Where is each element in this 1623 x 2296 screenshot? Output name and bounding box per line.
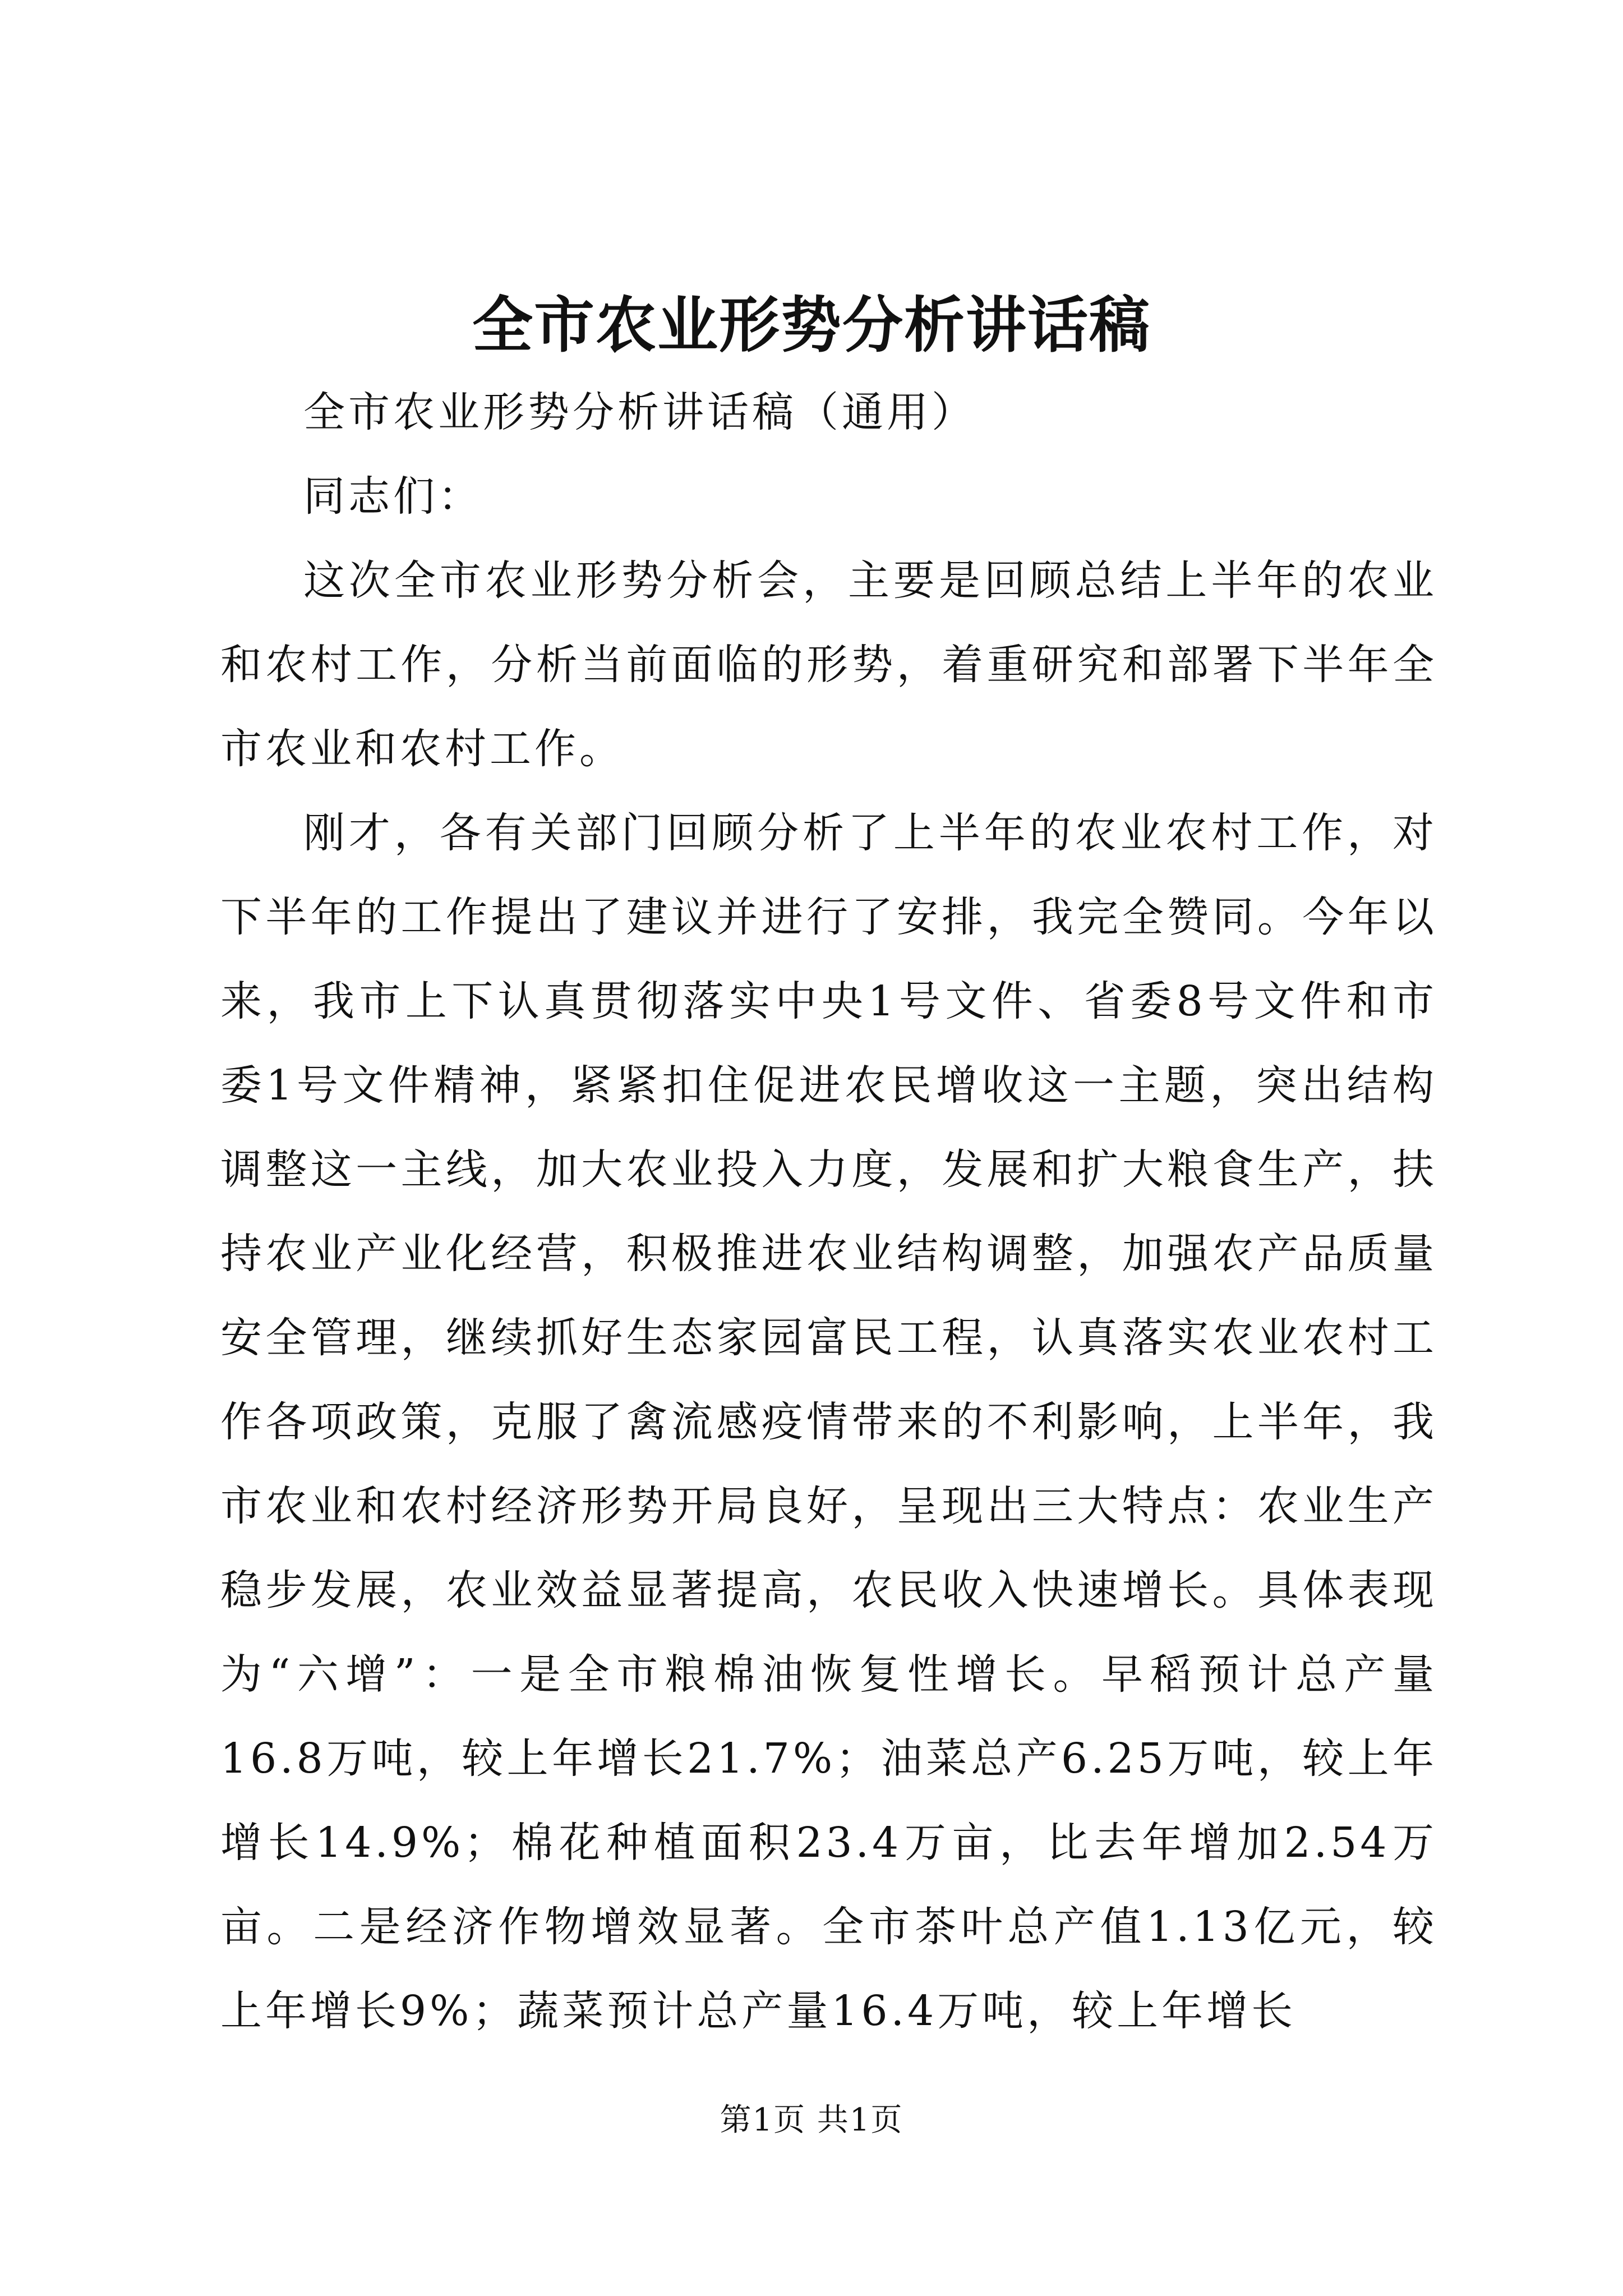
paragraph-intro: 这次全市农业形势分析会，主要是回顾总结上半年的农业和农村工作，分析当前面临的形势，着重研究和部署下半年全市农业和农村工作。	[220, 556, 1437, 773]
document-subtitle: 全市农业形势分析讲话稿（通用）	[303, 388, 976, 436]
page-number: 第1页 共1页	[720, 2102, 903, 2138]
salutation: 同志们：	[303, 472, 483, 521]
paragraph-main: 刚才，各有关部门回顾分析了上半年的农业农村工作，对下半年的工作提出了建议并进行了安排，我完全赞同。今年以来，我市上下认真贯彻落实中央1号文件、省委8号文件和市委1号文件精神，紧紧扣住促进农民增收这一主题，突出结构调整这一主线，加大农业投入力度，发展和扩大粮食生产，扶持农业产业化经营，积极推进农业结构调整，加强农产品质量安全管理，继续抓好生态家园富民工程，认真落实农业农村工作各项政策，克服了禽流感疫情带来的不利影响，上半年，我市农业和农村经济形势开局良好，呈现出三大特点：农业生产稳步发展，农业效益显著提高，农民收入快速增长。具体表现为“六增”：一是全市粮棉油恢复性增长。早稻预计总产量16.8万吨，较上年增长21.7%；油菜总产6.25万吨，较上年增长14.9%；棉花种植面积23.4万亩，比去年增加2.54万亩。二是经济作物增效显著。全市茶叶总产值1.13亿元，较上年增长9%；蔬菜预计总产量16.4万吨，较上年增长	[220, 809, 1437, 2035]
document-title: 全市农业形势分析讲话稿	[472, 290, 1151, 361]
document-body	[220, 370, 1437, 2053]
